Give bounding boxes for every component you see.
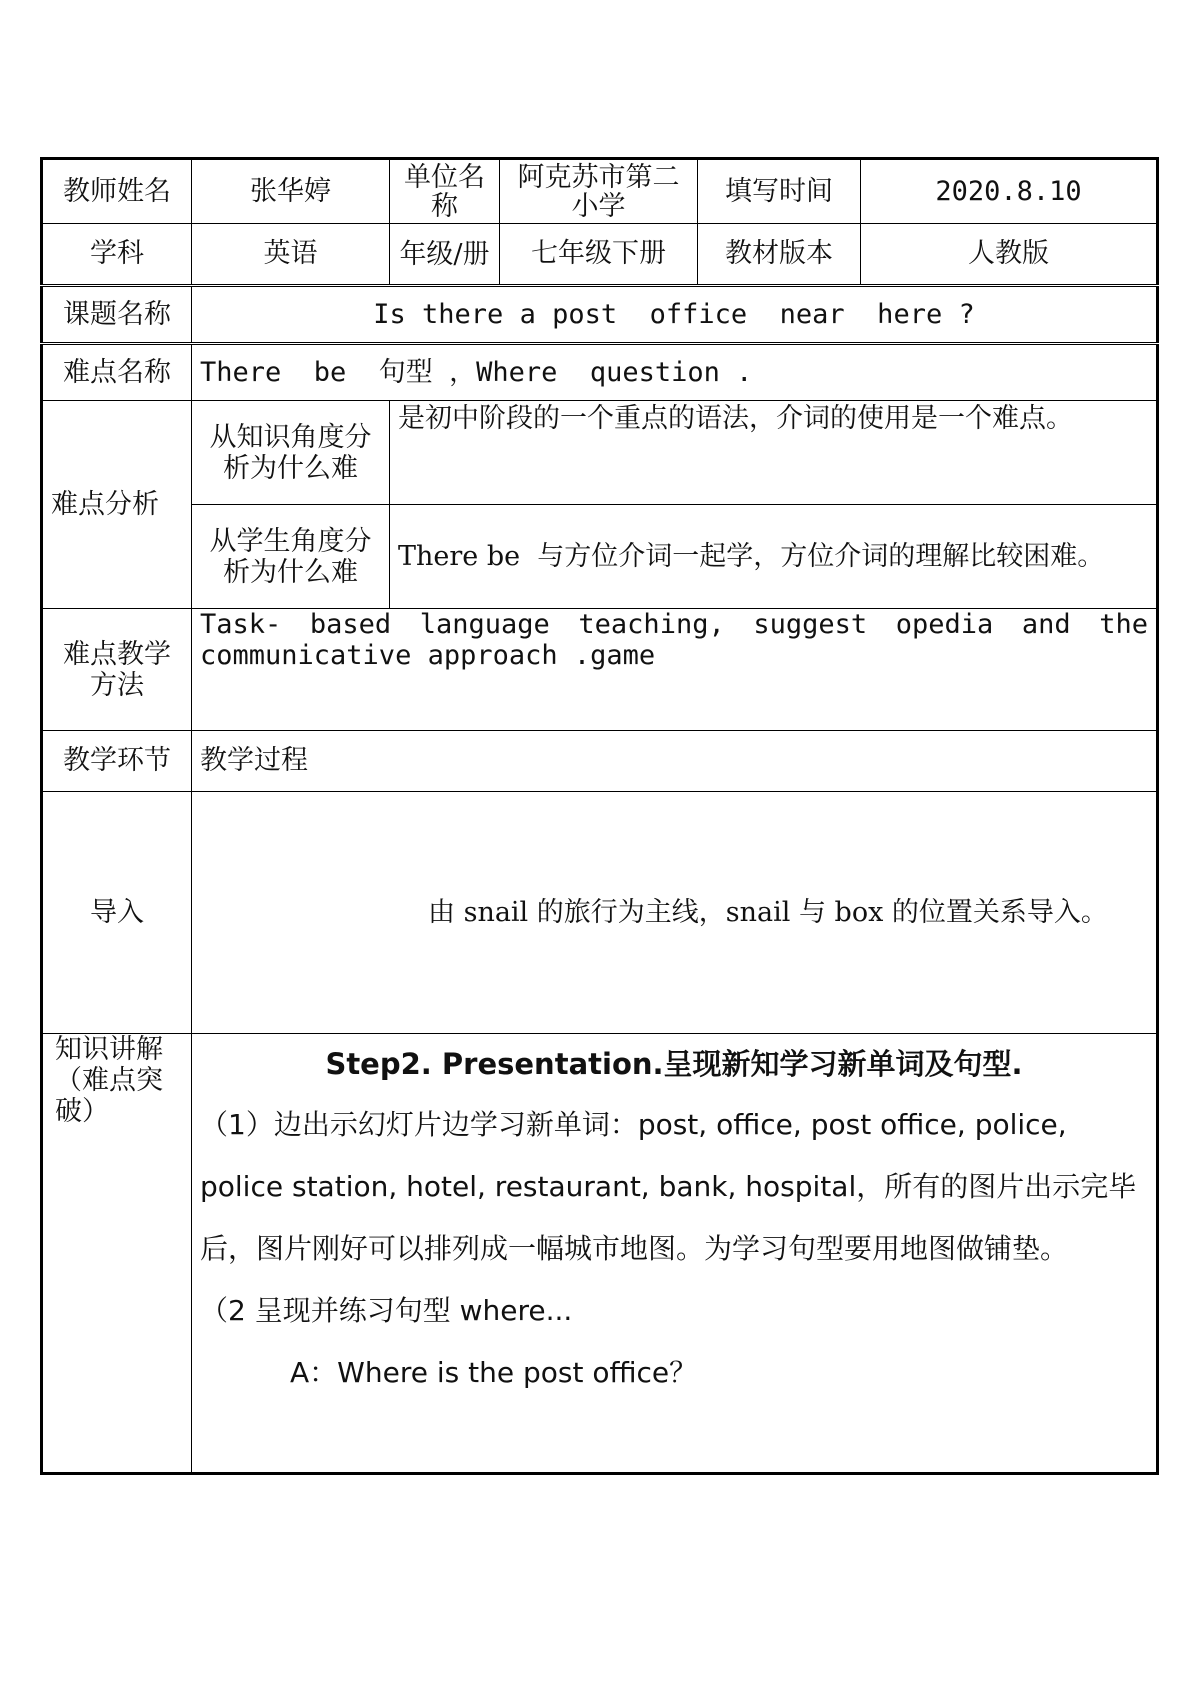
method-line-2: communicative approach .game — [200, 640, 656, 671]
date-value: 2020.8.10 — [861, 159, 1158, 224]
knowledge-label: 知识讲解（难点突破） — [42, 1034, 192, 1474]
grade-value: 七年级下册 — [500, 224, 698, 286]
student-angle-label: 从学生角度分析为什么难 — [192, 505, 390, 609]
intro-value: 由 snail 的旅行为主线，snail 与 box 的位置关系导入。 — [192, 792, 1158, 1034]
row-analysis-student — [42, 505, 1158, 609]
teacher-value: 张华婷 — [192, 159, 390, 224]
process-value: 教学过程 — [192, 731, 1158, 792]
difficulty-value: There be 句型 ，Where question . — [192, 344, 1158, 401]
knowledge-content — [192, 1034, 1158, 1474]
row-method — [42, 609, 1158, 731]
teacher-label: 教师姓名 — [42, 159, 192, 224]
row-difficulty — [42, 344, 1158, 401]
subject-label: 学科 — [42, 224, 192, 286]
row-teacher — [42, 159, 1158, 224]
row-analysis-knowledge — [42, 401, 1158, 505]
knowledge-angle-label: 从知识角度分析为什么难 — [192, 401, 390, 505]
topic-label: 课题名称 — [42, 286, 192, 344]
process-label: 教学环节 — [42, 731, 192, 792]
presentation-para-2: （2 呈现并练习句型 where... — [200, 1294, 573, 1327]
student-angle-value: There be 与方位介词一起学，方位介词的理解比较困难。 — [390, 505, 1158, 609]
edition-label: 教材版本 — [698, 224, 861, 286]
knowledge-angle-value: 是初中阶段的一个重点的语法，介词的使用是一个难点。 — [390, 401, 1158, 505]
method-line-1: Task- based language teaching, suggest opedia and the — [200, 609, 1148, 640]
unit-value: 阿克苏市第二小学 — [500, 159, 698, 224]
presentation-para-3: A：Where is the post office？ — [290, 1356, 698, 1389]
row-intro — [42, 792, 1158, 1034]
row-subject — [42, 224, 1158, 286]
edition-value: 人教版 — [861, 224, 1158, 286]
row-topic — [42, 286, 1158, 344]
topic-value: Is there a post office near here ? — [192, 286, 1158, 344]
analysis-label: 难点分析 — [42, 401, 192, 609]
grade-label: 年级/册 — [390, 224, 500, 286]
lesson-plan-table — [40, 157, 1159, 1475]
date-label: 填写时间 — [698, 159, 861, 224]
method-label: 难点教学方法 — [42, 609, 192, 731]
subject-value: 英语 — [192, 224, 390, 286]
method-value — [192, 609, 1158, 731]
unit-label: 单位名称 — [390, 159, 500, 224]
row-process — [42, 731, 1158, 792]
intro-label: 导入 — [42, 792, 192, 1034]
row-knowledge — [42, 1034, 1158, 1474]
presentation-para-1: （1）边出示幻灯片边学习新单词：post, office, post office, police, police station, hotel, restaurant, bank, hospital，所有的图片出示完毕后，图片刚好可以排列成一幅城市地图。为学习句型要用地图做铺垫。 — [200, 1108, 1137, 1265]
difficulty-label: 难点名称 — [42, 344, 192, 401]
presentation-title: Step2. Presentation.呈现新知学习新单词及句型. — [325, 1047, 1023, 1081]
